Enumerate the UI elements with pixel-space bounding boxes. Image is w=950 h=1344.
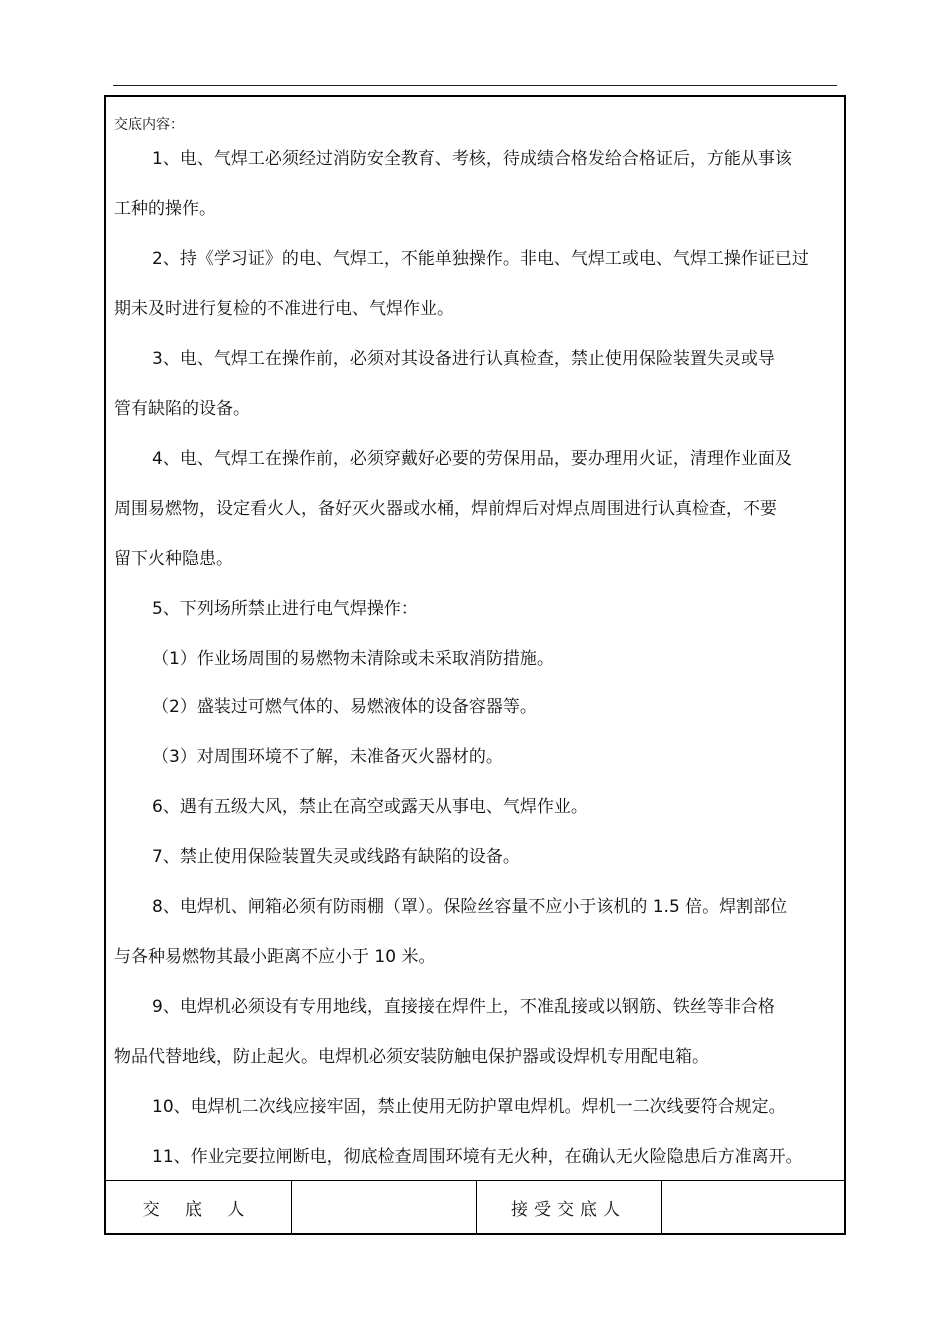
rule-11: 11、作业完要拉闸断电，彻底检查周围环境有无火种，在确认无火险隐患后方准离开。	[152, 1147, 803, 1167]
rule-2-line-2: 期未及时进行复检的不准进行电、气焊作业。	[114, 299, 454, 319]
rule-1-line-2: 工种的操作。	[114, 199, 216, 219]
rule-3-line-1: 3、电、气焊工在操作前，必须对其设备进行认真检查，禁止使用保险装置失灵或导	[152, 349, 775, 369]
header-rule	[113, 85, 837, 86]
rule-5-item-1: （1）作业场周围的易燃物未清除或未采取消防措施。	[152, 649, 554, 669]
disclosure-table	[104, 95, 846, 1235]
rule-2-line-1: 2、持《学习证》的电、气焊工，不能单独操作。非电、气焊工或电、气焊工操作证已过	[152, 249, 809, 269]
rule-8-line-1: 8、电焊机、闸箱必须有防雨棚（罩）。保险丝容量不应小于该机的 1.5 倍。焊割部位	[152, 897, 788, 917]
content-label: 交底内容：	[114, 117, 184, 133]
rule-1-line-1: 1、电、气焊工必须经过消防安全教育、考核，待成绩合格发给合格证后，方能从事该	[152, 149, 792, 169]
rule-3-line-2: 管有缺陷的设备。	[114, 399, 250, 419]
rule-10: 10、电焊机二次线应接牢固，禁止使用无防护罩电焊机。焊机一二次线要符合规定。	[152, 1097, 786, 1117]
rule-5-item-3: （3）对周围环境不了解，未准备灭火器材的。	[152, 747, 503, 767]
discloser-signature-field[interactable]	[291, 1181, 476, 1233]
receiver-label: 接受交底人	[511, 1199, 626, 1220]
rule-6: 6、遇有五级大风，禁止在高空或露天从事电、气焊作业。	[152, 797, 588, 817]
signature-row	[106, 1180, 844, 1233]
rule-5-item-2: （2）盛装过可燃气体的、易燃液体的设备容器等。	[152, 697, 537, 717]
rule-5-heading: 5、下列场所禁止进行电气焊操作：	[152, 599, 418, 619]
rule-9-line-1: 9、电焊机必须设有专用地线，直接接在焊件上，不准乱接或以钢筋、铁丝等非合格	[152, 997, 775, 1017]
rule-9-line-2: 物品代替地线，防止起火。电焊机必须安装防触电保护器或设焊机专用配电箱。	[114, 1047, 709, 1067]
rule-7: 7、禁止使用保险装置失灵或线路有缺陷的设备。	[152, 847, 520, 867]
content-cell	[106, 97, 844, 1180]
rule-8-line-2: 与各种易燃物其最小距离不应小于 10 米。	[114, 947, 436, 967]
discloser-label: 交 底 人	[142, 1199, 255, 1220]
receiver-signature-field[interactable]	[661, 1181, 844, 1233]
rule-4-line-1: 4、电、气焊工在操作前，必须穿戴好必要的劳保用品，要办理用火证，清理作业面及	[152, 449, 792, 469]
rule-4-line-3: 留下火种隐患。	[114, 549, 233, 569]
rule-4-line-2: 周围易燃物，设定看火人，备好灭火器或水桶，焊前焊后对焊点周围进行认真检查，不要	[114, 499, 777, 519]
